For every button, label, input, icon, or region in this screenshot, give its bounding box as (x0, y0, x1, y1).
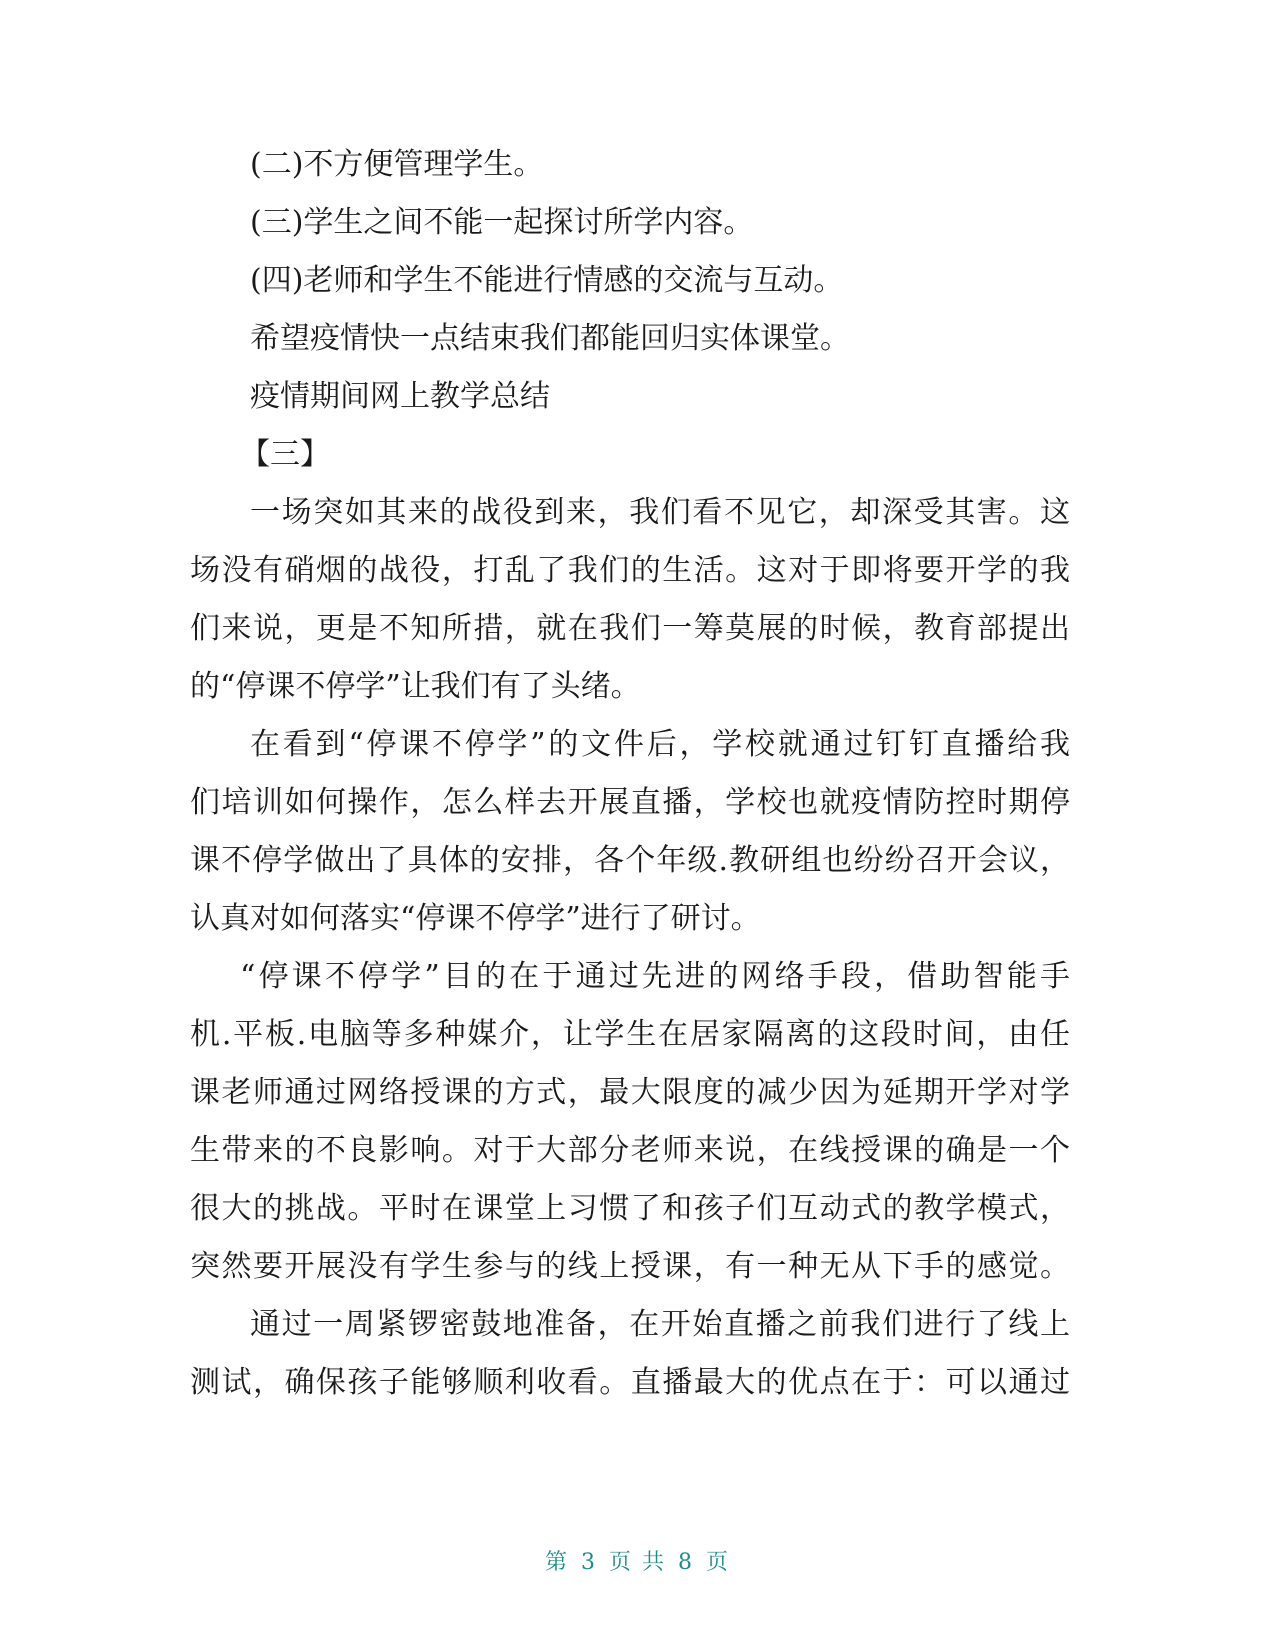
paragraph-2-line-3: 课不停学做出了具体的安排，各个年级.教研组也纷纷召开会议， (190, 843, 1070, 878)
current-page-number: 3 (581, 1550, 597, 1575)
paragraph-1-line-2: 场没有硝烟的战役，打乱了我们的生活。这对于即将要开学的我 (190, 553, 1070, 588)
paragraph-3-line-5: 很大的挑战。平时在课堂上习惯了和孩子们互动式的教学模式， (190, 1191, 1070, 1226)
list-item-4: (四)老师和学生不能进行情感的交流与互动。 (250, 263, 844, 298)
paragraph-1-line-1: 一场突如其来的战役到来，我们看不见它，却深受其害。这 (250, 495, 1070, 530)
paragraph-4-line-1: 通过一周紧锣密鼓地准备，在开始直播之前我们进行了线上 (250, 1307, 1070, 1342)
footer-suffix: 页 (706, 1550, 731, 1575)
list-item-3: (三)学生之间不能一起探讨所学内容。 (250, 205, 754, 240)
paragraph-1-line-4: 的“停课不停学”让我们有了头绪。 (190, 669, 641, 704)
paragraph-2-line-1: 在看到“停课不停学”的文件后，学校就通过钉钉直播给我 (250, 727, 1070, 762)
paragraph-3-line-4: 生带来的不良影响。对于大部分老师来说，在线授课的确是一个 (190, 1133, 1070, 1168)
footer-mid: 页 共 (609, 1550, 666, 1575)
paragraph-2-line-2: 们培训如何操作，怎么样去开展直播，学校也就疫情防控时期停 (190, 785, 1070, 820)
paragraph-1-line-3: 们来说，更是不知所措，就在我们一筹莫展的时候，教育部提出 (190, 611, 1070, 646)
section-number: 【三】 (240, 437, 330, 472)
paragraph-3-line-1: “停课不停学”目的在于通过先进的网络手段，借助智能手 (240, 959, 1070, 994)
page-footer (0, 1545, 1275, 1576)
paragraph-4-line-2: 测试，确保孩子能够顺利收看。直播最大的优点在于：可以通过 (190, 1365, 1070, 1400)
section-title: 疫情期间网上教学总结 (250, 379, 550, 414)
list-item-2: (二)不方便管理学生。 (250, 147, 544, 182)
paragraph-3-line-3: 课老师通过网络授课的方式，最大限度的减少因为延期开学对学 (190, 1075, 1070, 1110)
total-pages-number: 8 (678, 1550, 694, 1575)
paragraph-3-line-2: 机.平板.电脑等多种媒介，让学生在居家隔离的这段时间，由任 (190, 1017, 1070, 1052)
paragraph-2-line-4: 认真对如何落实“停课不停学”进行了研讨。 (190, 901, 761, 936)
closing-sentence: 希望疫情快一点结束我们都能回归实体课堂。 (250, 321, 850, 356)
footer-prefix: 第 (544, 1550, 569, 1575)
paragraph-3-line-6: 突然要开展没有学生参与的线上授课，有一种无从下手的感觉。 (190, 1249, 1070, 1284)
